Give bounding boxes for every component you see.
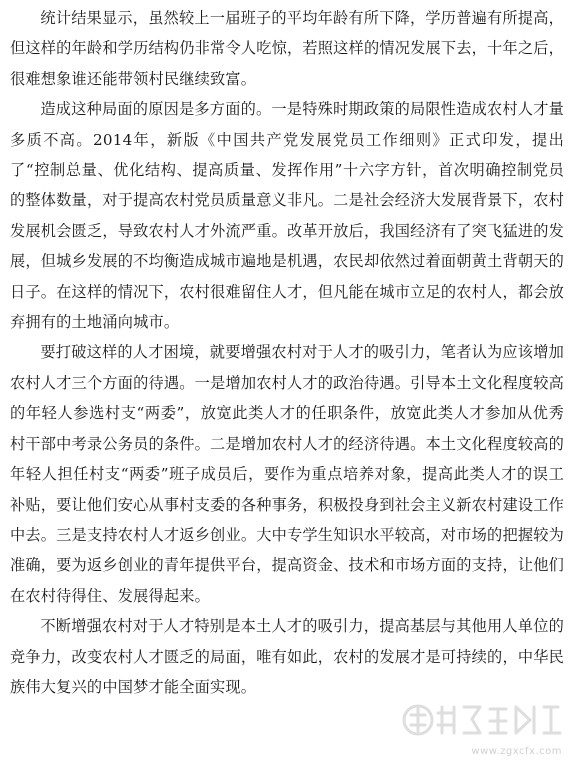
paragraph-1: 统计结果显示，虽然较上一届班子的平均年龄有所下降，学历普遍有所提高，但这样的年龄和学历结构仍非常令人吃惊，若照这样的情况发展下去，十年之后，很难想象谁还能带领村民继续致富。 <box>10 9 564 88</box>
watermark-url: www.zgxcfx.com <box>471 746 562 757</box>
paragraph-4: 不断增强农村对于人才特别是本土人才的吸引力，提高基层与其他用人单位的竞争力，改变农村人才匮乏的局面，唯有如此，农村的发展才是可持续的，中华民族伟大复兴的中国梦才能全面实现。 <box>10 617 564 696</box>
paragraph-3: 要打破这样的人才困境，就要增强农村对于人才的吸引力，笔者认为应该增加农村人才三个方面的待遇。一是增加农村人才的政治待遇。引导本土文化程度较高的年轻人参选村支“两委”，放宽此类人才的任职条件，放宽此类人才参加从优秀村干部中考录公务员的条件。二是增加农村人才的经济待遇。本土文化程度较高的年轻人担任村支“两委”班子成员后，要作为重点培养对象，提高此类人才的误工补贴，要让他们安心从事村支委的各种事务，积极投身到社会主义新农村建设工作中去。三是支持农村人才返乡创业。大中专学生知识水平较高，对市场的把握较为准确，要为返乡创业的青年提供平台，提高资金、技术和市场方面的支持，让他们在农村待得住、发展得起来。 <box>10 343 564 605</box>
paragraph-2: 造成这种局面的原因是多方面的。一是特殊时期政策的局限性造成农村人才量多质不高。2014年，新版《中国共产党发展党员工作细则》正式印发，提出了“控制总量、优化结构、提高质量、发挥作用”十六字方针，首次明确控制党员的整体数量，对于提高农村党员质量意义非凡。二是社会经济大发展背景下，农村发展机会匮乏，导致农村人才外流严重。改革开放后，我国经济有了突飞猛进的发展，但城乡发展的不均衡造成城市遍地是机遇，农民却依然过着面朝黄土背朝天的日子。在这样的情况下，农村很难留住人才，但凡能在城市立足的农村人，都会放弃拥有的土地涌向城市。 <box>10 100 564 332</box>
